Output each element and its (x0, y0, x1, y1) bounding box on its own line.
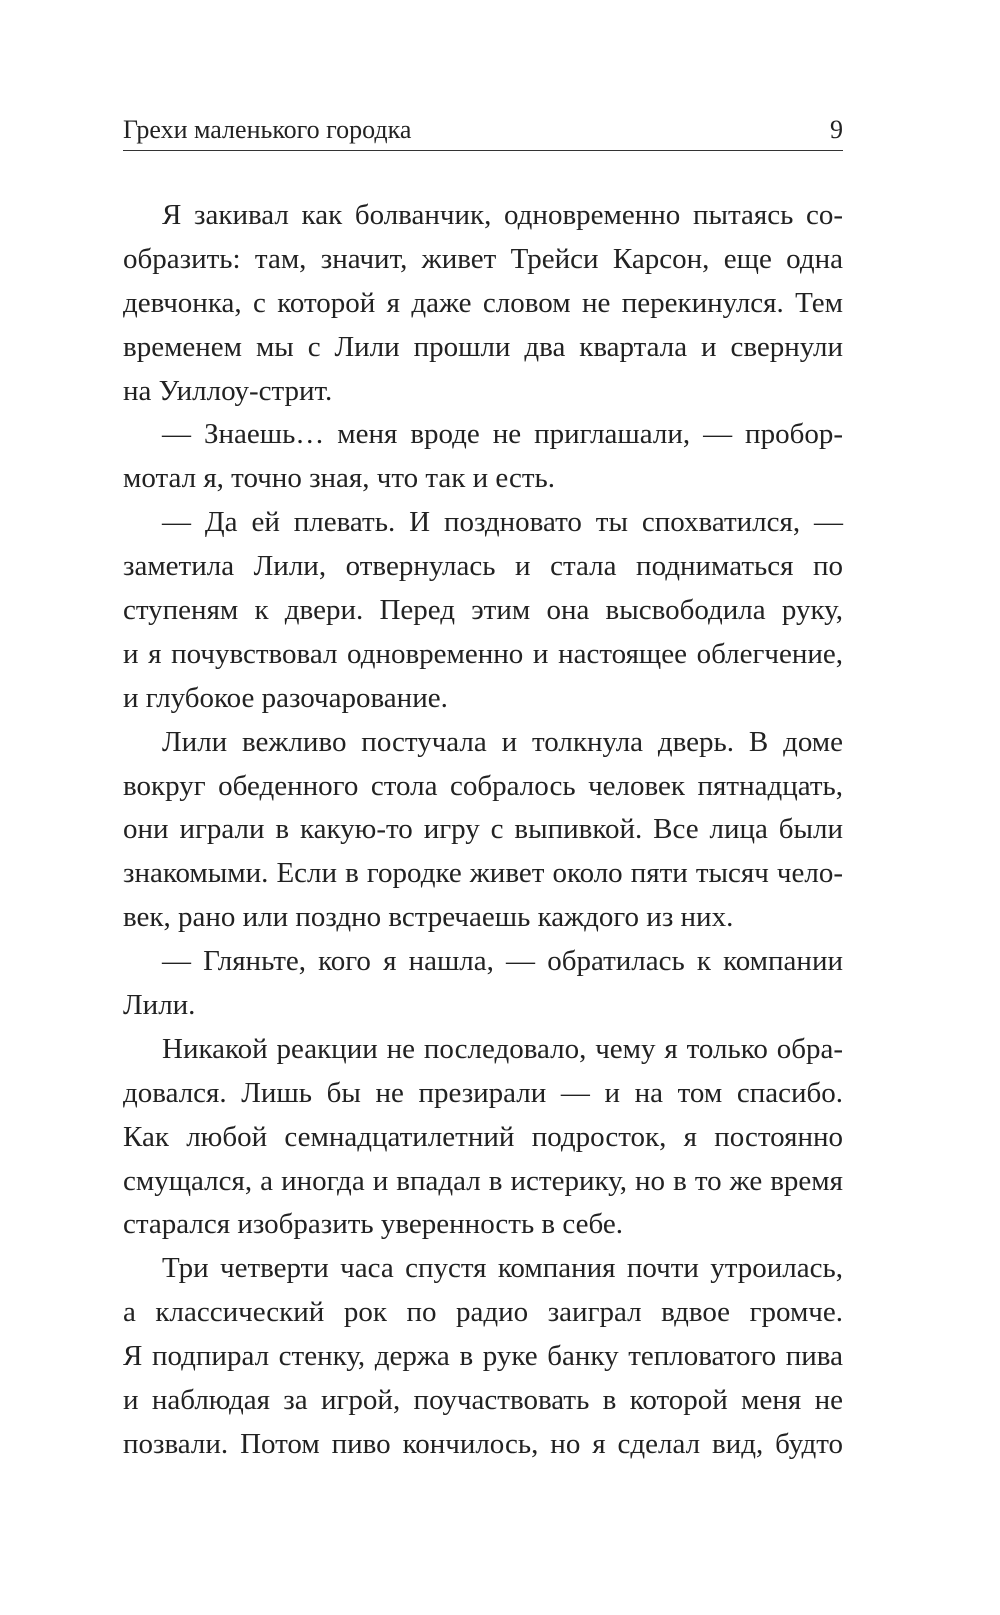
text-line: смущался, а иногда и впадал в истерику, но в то же время (123, 1164, 843, 1197)
text-line: образить: там, значит, живет Трейси Карсон, еще одна (123, 242, 843, 275)
book-title: Грехи маленького городка (123, 115, 412, 144)
text-line: ступеням к двери. Перед этим она высвободила руку, (123, 594, 843, 627)
page-number: 9 (830, 115, 843, 144)
text-line: Как любой семнадцатилетний подросток, я постоянно (123, 1120, 843, 1153)
text-line: Никакой реакции не последовало, чему я только обра- (162, 1032, 843, 1065)
text-line: а классический рок по радио заиграл вдвое громче. (123, 1296, 843, 1329)
text-line: — Гляньте, кого я нашла, — обратилась к компании (162, 945, 843, 978)
text-line: вокруг обеденного стола собралось человек пятнадцать, (123, 769, 843, 802)
text-line: век, рано или поздно встречаешь каждого из них. (123, 901, 734, 934)
paragraph (123, 940, 843, 1028)
text-line: и наблюдая за игрой, поучаствовать в которой меня не (123, 1384, 843, 1417)
text-line: позвали. Потом пиво кончилось, но я сделал вид, будто (123, 1427, 843, 1460)
paragraph (123, 413, 843, 501)
text-line: Лили вежливо постучала и толкнула дверь. В доме (162, 725, 843, 758)
text-line: и я почувствовал одновременно и настоящее облегчение, (123, 637, 843, 670)
text-line: — Да ей плевать. И поздновато ты спохватился, — (162, 506, 843, 539)
text-line: знакомыми. Если в городке живет около пяти тысяч чело- (123, 857, 843, 890)
text-line: они играли в какую-то игру с выпивкой. Все лица были (123, 813, 843, 846)
paragraph (123, 721, 843, 940)
text-line: довался. Лишь бы не презирали — и на том спасибо. (123, 1076, 843, 1109)
text-line: заметила Лили, отвернулась и стала подниматься по (123, 550, 843, 583)
paragraph (123, 501, 843, 720)
paragraph (123, 1028, 843, 1247)
running-header (123, 114, 843, 151)
text-line: и глубокое разочарование. (123, 681, 448, 714)
text-line: Я подпирал стенку, держа в руке банку тепловатого пива (123, 1340, 843, 1373)
paragraph (123, 1247, 843, 1466)
page-body (123, 194, 843, 1467)
paragraph (123, 194, 843, 413)
text-line: — Знаешь… меня вроде не приглашали, — пробор- (162, 418, 843, 451)
text-line: Я закивал как болванчик, одновременно пытаясь со- (162, 199, 843, 231)
text-line: на Уиллоу-стрит. (123, 374, 333, 407)
text-line: Три четверти часа спустя компания почти утроилась, (162, 1252, 843, 1285)
text-line: девчонка, с которой я даже словом не перекинулся. Тем (123, 286, 843, 319)
text-line: старался изобразить уверенность в себе. (123, 1208, 623, 1241)
text-line: временем мы с Лили прошли два квартала и свернули (123, 330, 843, 363)
text-line: мотал я, точно зная, что так и есть. (123, 462, 556, 495)
text-line: Лили. (123, 989, 196, 1022)
